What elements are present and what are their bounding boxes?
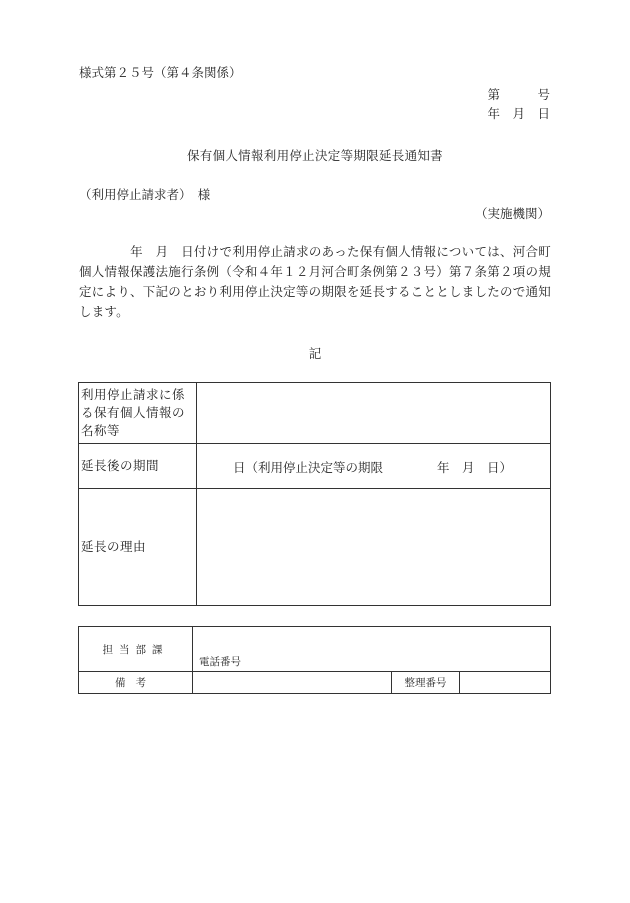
extended-period-value[interactable] xyxy=(197,444,551,489)
reference-number-label: 整理番号 xyxy=(392,672,460,694)
notice-details-table xyxy=(78,382,551,606)
document-title: 保有個人情報利用停止決定等期限延長通知書 xyxy=(186,148,443,163)
extended-period-label: 延長後の期間 xyxy=(79,444,197,489)
table-row xyxy=(79,627,551,672)
remarks-label: 備考 xyxy=(79,672,193,694)
table-row xyxy=(79,383,551,444)
document-date: 年 月 日 xyxy=(487,106,550,121)
table-row xyxy=(79,444,551,489)
table-row xyxy=(79,489,551,606)
table-row xyxy=(79,672,551,694)
extension-reason-label: 延長の理由 xyxy=(79,489,197,606)
ki-heading: 記 xyxy=(308,346,322,361)
info-name-value[interactable] xyxy=(197,383,551,444)
phone-label: 電話番号 xyxy=(199,656,241,668)
office-use-table xyxy=(78,626,551,694)
department-value[interactable] xyxy=(193,627,551,672)
issuing-agency: （実施機関） xyxy=(474,206,550,221)
notice-body: 年 月 日付けで利用停止請求のあった保有個人情報については、河合町個人情報保護法施行条例（令和４年１２月河合町条例第２３号）第７条第２項の規定により、下記のとおり利用停止決定等の期限を延長することとしましたので通知します。 xyxy=(79,244,551,319)
addressee: （利用停止請求者） 様 xyxy=(79,187,211,202)
document-number: 第 号 xyxy=(487,87,550,102)
extension-reason-value[interactable] xyxy=(197,489,551,606)
remarks-value[interactable] xyxy=(193,672,392,694)
form-number: 様式第２５号（第４条関係） xyxy=(79,65,242,80)
extended-period-prefix: 日（利用停止決定等の期限 xyxy=(233,460,384,475)
info-name-label: 利用停止請求に係る保有個人情報の名称等 xyxy=(79,383,197,444)
department-label: 担当部課 xyxy=(79,627,193,672)
reference-number-value[interactable] xyxy=(460,672,551,694)
extended-period-date: 年 月 日） xyxy=(436,460,512,475)
